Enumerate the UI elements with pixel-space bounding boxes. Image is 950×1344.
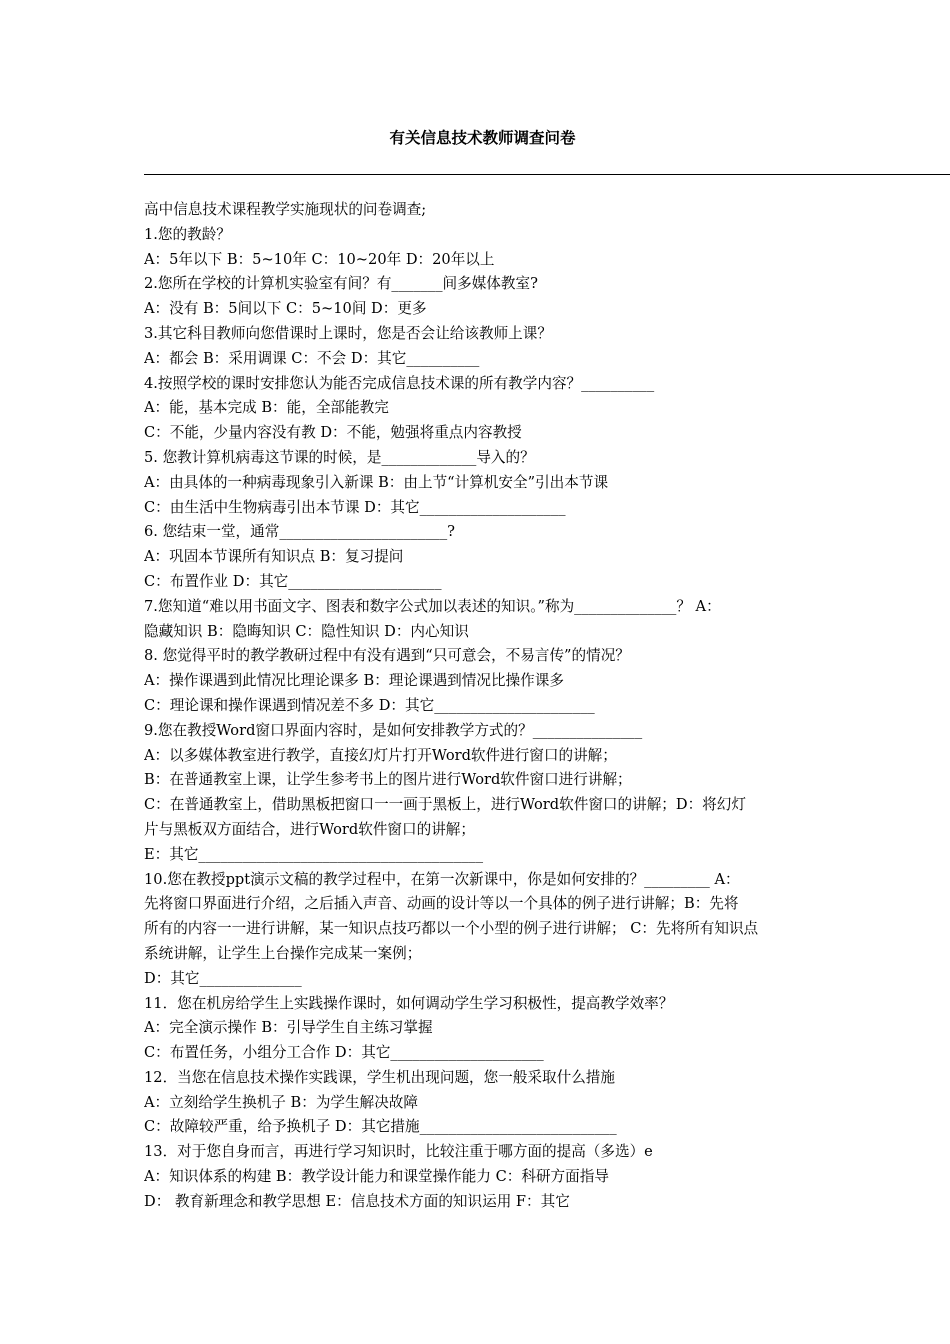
text-line: 8. 您觉得平时的教学教研过程中有没有遇到“只可意会，不易言传”的情况？ [144, 647, 630, 665]
text-line: 片与黑板双方面结合，进行Word软件窗口的讲解； [144, 820, 475, 838]
text-line: 4.按照学校的课时安排您认为能否完成信息技术课的所有教学内容？__________ [144, 374, 655, 392]
text-line: 12．当您在信息技术操作实践课，学生机出现问题，您一般采取什么措施 [144, 1068, 615, 1086]
text-line: C：由生活中生物病毒引出本节课 D：其它____________________ [144, 498, 566, 516]
text-line: 6. 您结束一堂，通常_______________________? [144, 523, 455, 541]
text-line: D：其它______________ [144, 969, 302, 987]
text-line: A：以多媒体教室进行教学，直接幻灯片打开Word软件进行窗口的讲解； [144, 746, 617, 764]
text-line: C：故障较严重，给予换机子 D：其它措施___________________________ [144, 1118, 617, 1136]
text-line: 系统讲解，让学生上台操作完成某一案例； [144, 944, 422, 962]
text-line: 隐藏知识 B：隐晦知识 C：隐性知识 D：内心知识 [144, 622, 469, 640]
text-line: B：在普通教室上课，让学生参考书上的图片进行Word软件窗口进行讲解； [144, 771, 632, 789]
text-line: 先将窗口界面进行介绍，之后插入声音、动画的设计等以一个具体的例子进行讲解；B：先将 [144, 895, 739, 913]
text-line: A：5年以下 B：5~10年 C：10~20年 D：20年以上 [144, 250, 495, 268]
text-line: 9.您在教授Word窗口界面内容时，是如何安排教学方式的？_______________ [144, 721, 643, 739]
text-line: 高中信息技术课程教学实施现状的问卷调查; [144, 201, 427, 218]
text-line: A：操作课遇到此情况比理论课多 B：理论课遇到情况比操作课多 [144, 672, 564, 690]
text-line: 11．您在机房给学生上实践操作课时，如何调动学生学习积极性，提高教学效率？ [144, 994, 674, 1012]
questionnaire-body [144, 198, 812, 1215]
text-line: A：没有 B：5间以下 C：5~10间 D：更多 [144, 300, 427, 318]
text-line: C：在普通教室上，借助黑板把窗口一一画于黑板上，进行Word软件窗口的讲解；D：将幻灯 [144, 796, 746, 814]
title-divider [144, 174, 950, 175]
text-line: A：完全演示操作 B：引导学生自主练习掌握 [144, 1019, 433, 1037]
text-line: 5. 您教计算机病毒这节课的时候，是_____________导入的？ [144, 448, 535, 466]
text-line: A：都会 B：采用调课 C：不会 D：其它__________ [144, 349, 480, 367]
text-line: C：布置任务，小组分工合作 D：其它_____________________ [144, 1044, 544, 1062]
text-line: 13．对于您自身而言，再进行学习知识时，比较注重于哪方面的提高（多选）e [144, 1143, 653, 1161]
text-line: C：布置作业 D：其它_____________________ [144, 572, 442, 590]
document-title: 有关信息技术教师调查问卷 [389, 129, 576, 147]
text-line: 所有的内容一一进行讲解，某一知识点技巧都以一个小型的例子进行讲解； C：先将所有知识点 [144, 920, 759, 938]
text-line: C：不能，少量内容没有教 D：不能，勉强将重点内容教授 [144, 424, 522, 442]
text-line: A：由具体的一种病毒现象引入新课 B：由上节“计算机安全”引出本节课 [144, 473, 609, 491]
text-line: 3.其它科目教师向您借课时上课时，您是否会让给该教师上课？ [144, 324, 552, 342]
text-line: A：能，基本完成 B：能，全部能教完 [144, 399, 389, 417]
text-line: A：知识体系的构建 B：教学设计能力和课堂操作能力 C：科研方面指导 [144, 1168, 609, 1186]
text-line: E：其它_______________________________________ [144, 845, 484, 863]
text-line: 7.您知道“难以用书面文字、图表和数字公式加以表述的知识。”称为______________？ A： [144, 597, 721, 615]
text-line: 2.您所在学校的计算机实验室有间？有_______间多媒体教室? [144, 275, 538, 293]
text-line: D： 教育新理念和教学思想 E：信息技术方面的知识运用 F：其它 [144, 1192, 570, 1210]
text-line: A：巩固本节课所有知识点 B：复习提问 [144, 548, 404, 566]
text-line: C：理论课和操作课遇到情况差不多 D：其它______________________ [144, 696, 595, 714]
text-line: 1.您的教龄？ [144, 225, 231, 243]
text-line: 10.您在教授ppt演示文稿的教学过程中，在第一次新课中，你是如何安排的？_________ A： [144, 870, 740, 888]
text-line: A：立刻给学生换机子 B：为学生解决故障 [144, 1093, 418, 1111]
